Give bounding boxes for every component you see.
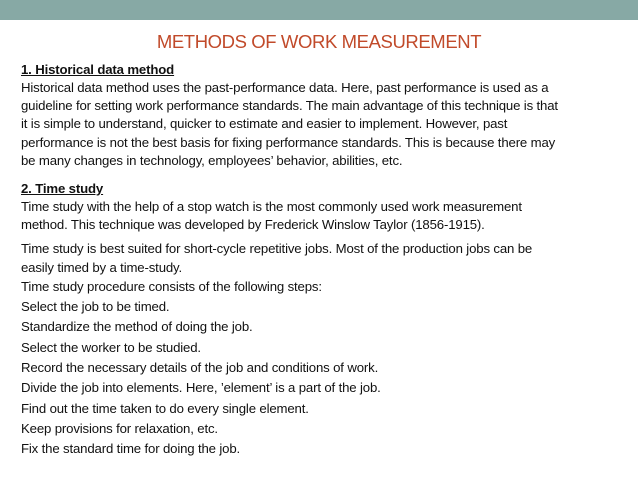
procedure-step: Keep provisions for relaxation, etc. bbox=[21, 420, 218, 436]
procedure-step: Select the worker to be studied. bbox=[21, 339, 201, 355]
text-line: be many changes in technology, employees’ behavior, abilities, etc. bbox=[21, 152, 403, 168]
top-accent-bar bbox=[0, 0, 638, 20]
text-line: performance is not the best basis for fixing performance standards. This is because there may bbox=[21, 134, 556, 150]
procedure-intro: Time study procedure consists of the following steps: bbox=[21, 278, 322, 294]
procedure-step: Divide the job into elements. Here, ’element’ is a part of the job. bbox=[21, 380, 381, 396]
text-line: Historical data method uses the past-performance data. Here, past performance is used as a bbox=[21, 80, 549, 95]
procedure-steps bbox=[21, 277, 626, 460]
text-line: easily timed by a time-study. bbox=[21, 259, 183, 275]
procedure-step: Find out the time taken to do every single element. bbox=[21, 400, 309, 416]
text-line: it is simple to understand, quicker to estimate and easier to implement. However, past bbox=[21, 116, 508, 132]
section-2-heading: 2. Time study bbox=[21, 181, 104, 197]
text-line: method. This technique was developed by Frederick Winslow Taylor (1856-1915). bbox=[21, 217, 485, 233]
slide-title: METHODS OF WORK MEASUREMENT bbox=[156, 31, 482, 52]
procedure-step: Record the necessary details of the job and conditions of work. bbox=[21, 360, 379, 376]
section-1-heading: 1. Historical data method bbox=[21, 62, 175, 77]
slide-content bbox=[21, 61, 626, 460]
section-1-paragraph bbox=[21, 79, 626, 170]
procedure-step: Standardize the method of doing the job. bbox=[21, 319, 253, 335]
procedure-step: Select the job to be timed. bbox=[21, 299, 170, 315]
text-line: Time study with the help of a stop watch is the most commonly used work measurement bbox=[21, 199, 522, 215]
text-line: Time study is best suited for short-cycle repetitive jobs. Most of the production jobs can be bbox=[21, 241, 533, 257]
text-line: guideline for setting work performance standards. The main advantage of this technique is that bbox=[21, 98, 558, 114]
section-2-paragraph-2 bbox=[21, 240, 626, 276]
procedure-step: Fix the standard time for doing the job. bbox=[21, 441, 241, 457]
section-2-paragraph-1 bbox=[21, 198, 626, 234]
